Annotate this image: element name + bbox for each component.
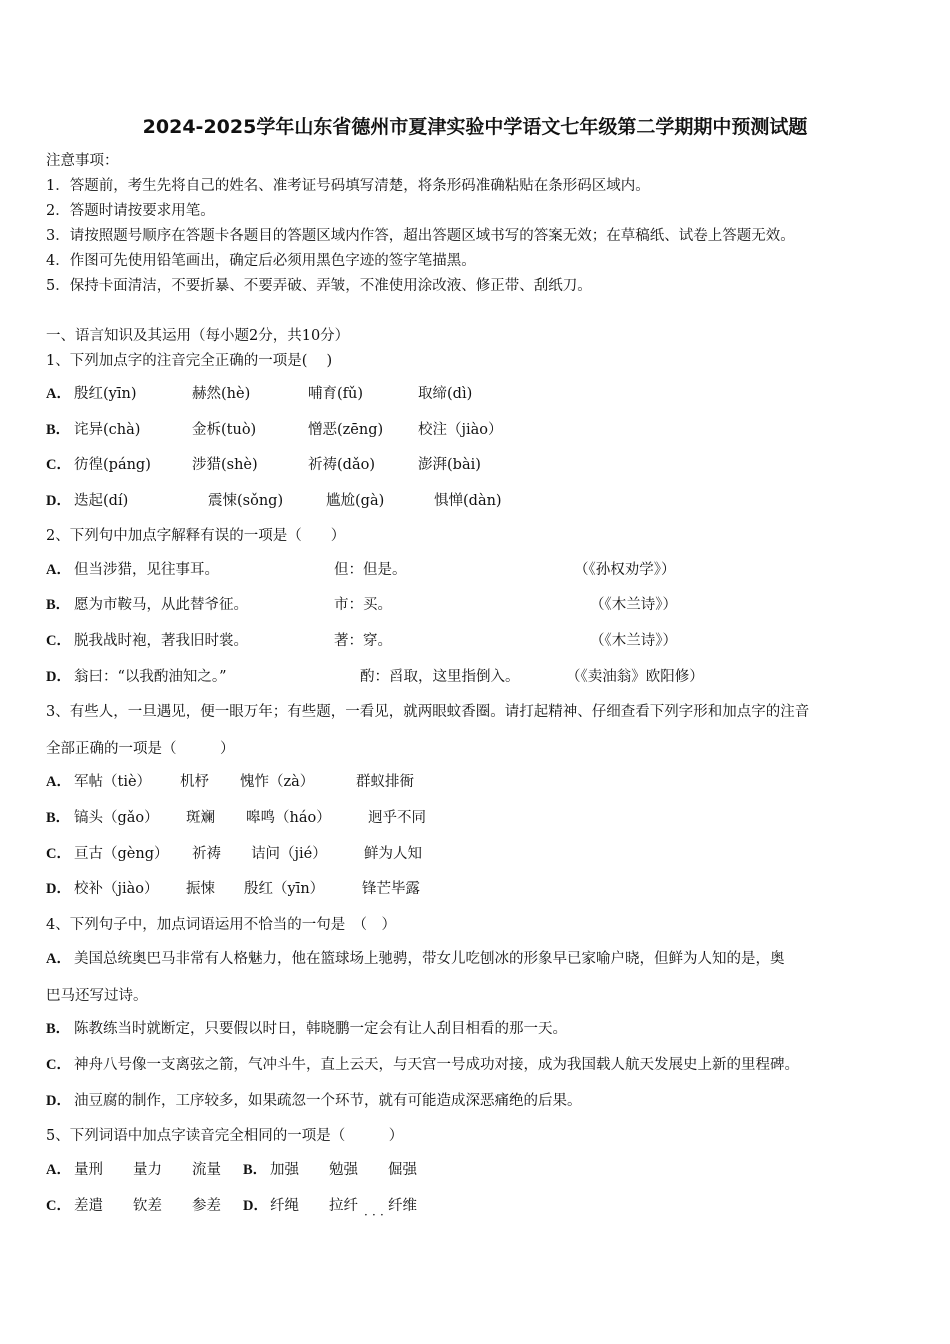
note-item: 2．答题时请按要求用笔。 [46,203,215,219]
option-item: 彷徨(páng) [74,457,151,473]
option-label: C． [46,457,71,473]
option-label: A． [46,774,71,790]
option-label: A． [46,1162,71,1178]
option-item: 涉猎(shè) [192,457,258,473]
option-sentence: 但当涉猎，见往事耳。 [74,562,219,578]
option-item: 赫然(hè) [192,386,251,402]
option-item: 倔强 [388,1162,417,1178]
option-item: 斑斓 [186,810,215,826]
option-item: 钦差 [133,1198,162,1214]
option-item: 量刑 [74,1162,103,1178]
option-item: 嗥鸣（háo） [246,810,331,826]
option-sentence-cont: 巴马还写过诗。 [46,988,148,1004]
option-label: D． [243,1198,268,1214]
option-item: 惧惮(dàn) [434,493,502,509]
question-3-stem: 3、有些人，一旦遇见，便一眼万年；有些题，一看见，就两眼蚊香圈。请打起精神、仔细查看下列字形和加点字的注音 [46,704,810,720]
option-sentence: 陈教练当时就断定，只要假以时日，韩晓鹏一定会有让人刮目相看的那一天。 [74,1021,567,1037]
note-item: 3．请按照题号顺序在答题卡各题目的答题区域内作答，超出答题区域书写的答案无效；在草稿纸、试卷上答题无效。 [46,228,795,244]
option-item: 祈祷(dǎo) [308,457,375,473]
option-item: 军帖（tiè） [74,774,152,790]
option-item: 憎恶(zēng) [308,422,384,438]
option-sentence: 油豆腐的制作，工序较多，如果疏忽一个环节，就有可能造成深恶痛绝的后果。 [74,1093,582,1109]
question-3-stem-cont: 全部正确的一项是（ ） [46,741,235,757]
option-item: 拉纤 [329,1198,358,1214]
option-item: 机杼 [180,774,209,790]
option-label: A． [46,386,71,402]
option-item: 诘问（jié） [251,846,327,862]
option-label: D． [46,669,71,685]
question-5-stem: 5、下列词语中加点字读音完全相同的一项是（ ） [46,1128,404,1144]
option-source: （《木兰诗》） [590,597,677,613]
note-item: 5．保持卡面清洁，不要折暴、不要弄破、弄皱，不准使用涂改液、修正带、刮纸刀。 [46,278,592,294]
option-label: D． [46,1093,71,1109]
option-item: 流量 [192,1162,221,1178]
option-item: 亘古（gèng） [74,846,169,862]
option-label: A． [46,562,71,578]
option-label: B． [46,810,71,826]
question-1-stem: 1、下列加点字的注音完全正确的一项是( ) [46,353,333,369]
option-gloss: 酌：舀取，这里指倒入。 [360,669,520,685]
option-item: 纤绳 [270,1198,299,1214]
option-item: 震悚(sǒng) [208,493,284,509]
emphasis-dot: · [372,1208,376,1222]
option-label: C． [46,1198,71,1214]
option-label: B． [46,422,71,438]
option-source: （《木兰诗》） [590,633,677,649]
option-item: 加强 [270,1162,299,1178]
option-label: D． [46,881,71,897]
emphasis-dot: · [364,1208,368,1222]
option-sentence: 愿为市鞍马，从此替爷征。 [74,597,248,613]
option-item: 镐头（gǎo） [74,810,159,826]
option-item: 振悚 [186,881,215,897]
option-item: 校注（jiào） [418,422,503,438]
option-item: 差遣 [74,1198,103,1214]
option-item: 校补（jiào） [74,881,159,897]
note-item: 4．作图可先使用铅笔画出，确定后必须用黑色字迹的签字笔描黑。 [46,253,476,269]
option-label: A． [46,951,71,967]
question-2-stem: 2、下列句中加点字解释有误的一项是（ ） [46,528,346,544]
option-item: 勉强 [329,1162,358,1178]
option-item: 纤维 [388,1198,417,1214]
option-item: 澎湃(bài) [418,457,481,473]
option-item: 尴尬(gà) [326,493,385,509]
section-heading: 一、语言知识及其运用（每小题2分，共10分） [46,328,350,344]
option-item: 迭起(dí) [74,493,129,509]
option-item: 金柝(tuò) [192,422,257,438]
option-item: 鲜为人知 [364,846,422,862]
option-label: D． [46,493,71,509]
option-label: B． [46,1021,71,1037]
option-sentence: 美国总统奥巴马非常有人格魅力，他在篮球场上驰骋，带女儿吃刨冰的形象早已家喻户晓，但鲜为人知的是，奥 [74,951,785,967]
option-label: C． [46,1057,71,1073]
notes-heading: 注意事项： [46,153,119,169]
option-gloss: 市：买。 [334,597,392,613]
option-item: 量力 [133,1162,162,1178]
option-item: 群蚁排衙 [356,774,414,790]
page-title: 2024-2025学年山东省德州市夏津实验中学语文七年级第二学期期中预测试题 [142,116,808,138]
option-item: 愧怍（zà） [240,774,315,790]
emphasis-dot: · [380,1208,384,1222]
option-item: 哺育(fǔ) [308,386,364,402]
option-item: 殷红（yīn） [244,881,325,897]
option-label: C． [46,633,71,649]
option-sentence: 翁曰：“以我酌油知之。” [74,669,227,685]
option-item: 锋芒毕露 [362,881,420,897]
note-item: 1．答题前，考生先将自己的姓名、准考证号码填写清楚，将条形码准确粘贴在条形码区域内。 [46,178,650,194]
option-item: 诧异(chà) [74,422,141,438]
option-item: 祈祷 [192,846,221,862]
option-sentence: 神舟八号像一支离弦之箭，气冲斗牛，直上云天，与天宫一号成功对接，成为我国载人航天发展史上新的里程碑。 [74,1057,799,1073]
option-item: 殷红(yīn) [74,386,137,402]
option-gloss: 著：穿。 [334,633,392,649]
option-label: C． [46,846,71,862]
option-item: 取缔(dì) [418,386,473,402]
question-4-stem: 4、下列句子中，加点词语运用不恰当的一句是 （ ） [46,917,396,933]
option-item: 迥乎不同 [368,810,426,826]
option-item: 参差 [192,1198,221,1214]
option-source: （《孙权劝学》） [574,562,676,578]
option-label: B． [243,1162,268,1178]
option-source: （《卖油翁》欧阳修） [566,669,704,685]
option-label: B． [46,597,71,613]
option-sentence: 脱我战时袍，著我旧时裳。 [74,633,248,649]
option-gloss: 但：但是。 [334,562,407,578]
